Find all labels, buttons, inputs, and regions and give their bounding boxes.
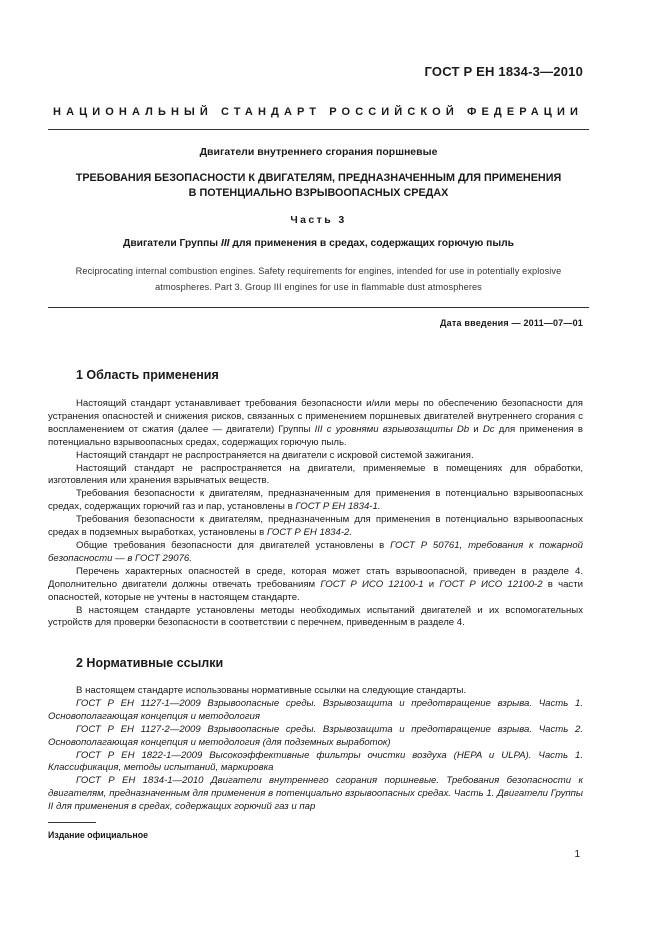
- section-2-body: [48, 685, 583, 814]
- part-title: [48, 238, 589, 249]
- document-main-title: [48, 171, 589, 201]
- paragraph: [48, 488, 583, 514]
- english-title-line-1: Reciprocating internal combustion engines. Safety requirements for engines, intended for use in potentially explosive: [75, 266, 562, 276]
- paragraph: [48, 540, 583, 566]
- text-italic: III с уровнями взрывозащиты Db: [314, 423, 470, 435]
- official-edition-label: Издание официальное: [48, 830, 148, 840]
- national-standard-banner: НАЦИОНАЛЬНЫЙ СТАНДАРТ РОССИЙСКОЙ ФЕДЕРАЦИИ: [53, 106, 583, 118]
- paragraph: В настоящем стандарте установлены методы необходимых испытаний двигателей и их вспомогательных устройств для проверки безопасности в соответствии с перечнем, приведенным в разделе 4.: [48, 604, 583, 629]
- part-title-group: III: [220, 238, 230, 249]
- reference-link: ГОСТ Р ЕН 1834-2.: [266, 527, 353, 539]
- header-divider: [48, 129, 589, 130]
- english-title: [48, 263, 589, 295]
- text: и: [423, 578, 440, 590]
- document-number: ГОСТ Р ЕН 1834-3—2010: [424, 64, 583, 79]
- paragraph: [48, 514, 583, 540]
- title-divider: [48, 307, 589, 308]
- text: Требования безопасности к двигателям, предназначенным для применения в потенциально взрывоопасных средах, содержащих горючий газ и пар, установлены в: [48, 488, 583, 513]
- main-title-line-2: В ПОТЕНЦИАЛЬНО ВЗРЫВООПАСНЫХ СРЕДАХ: [188, 187, 449, 199]
- text: Перечень характерных опасностей в среде, которая может стать взрывоопасной, приведен в разделе 4. Дополнительно двигатели должны отвечать требованиям: [48, 565, 583, 590]
- paragraph: [48, 398, 583, 450]
- text: Общие требования безопасности для двигателей установлены в: [76, 539, 391, 551]
- text: для применения в потенциально взрывоопасных средах, содержащих горючую пыль.: [48, 423, 583, 448]
- normative-reference: ГОСТ Р ЕН 1834-1—2010 Двигатели внутреннего сгорания поршневые. Требования безопасности к двигателям, предназначенным для применения в потенциально взрывоопасных средах. Часть 1. Двигатели Группы II для применения в средах, содержащих горючий газ и пар: [48, 775, 583, 813]
- paragraph: Настоящий стандарт не распространяется на двигатели с искровой системой зажигания.: [76, 449, 474, 461]
- text: Настоящий стандарт устанавливает требования безопасности и/или меры по обеспечению безопасности для устранения опасностей и снижения рисков, связанных с применением поршневых двигателей внутреннего сгорания с воспламенением от сжатия (далее — двигатели) Группы: [48, 398, 583, 435]
- paragraph: [48, 566, 583, 605]
- text: и: [469, 423, 483, 435]
- normative-reference: ГОСТ Р ЕН 1127-2—2009 Взрывоопасные среды. Взрывозащита и предотвращение взрыва. Часть 2. Основополагающая концепция и методология (для подземных выработок): [48, 723, 583, 748]
- paragraph: В настоящем стандарте использованы нормативные ссылки на следующие стандарты.: [76, 685, 467, 696]
- text: в части опасностей, которые не учтены в настоящем стандарте.: [48, 578, 583, 603]
- reference-link: ГОСТ Р ЕН 1834-1.: [295, 501, 381, 513]
- reference-link: ГОСТ Р ИСО 12100-2: [439, 578, 543, 590]
- section-2-heading: 2 Нормативные ссылки: [76, 656, 224, 670]
- part-title-text: Двигатели Группы: [123, 238, 221, 249]
- normative-reference: ГОСТ Р ЕН 1127-1—2009 Взрывоопасные среды. Взрывозащита и предотвращение взрыва. Часть 1. Основополагающая концепция и методология: [48, 697, 583, 722]
- document-subtitle: Двигатели внутреннего сгорания поршневые: [199, 146, 438, 158]
- page-number: 1: [574, 849, 580, 860]
- main-title-line-1: ТРЕБОВАНИЯ БЕЗОПАСНОСТИ К ДВИГАТЕЛЯМ, ПРЕДНАЗНАЧЕННЫМ ДЛЯ ПРИМЕНЕНИЯ: [75, 172, 562, 184]
- normative-reference: ГОСТ Р ЕН 1822-1—2009 Высокоэффективные фильтры очистки воздуха (HEPA и ULPA). Часть 1. Классификация, методы испытаний, маркировка: [48, 749, 583, 774]
- footer-divider: [48, 822, 96, 823]
- paragraph: Настоящий стандарт не распространяется на двигатели, применяемые в помещениях для обработки, изготовления или хранения взрывчатых веществ.: [48, 462, 583, 487]
- part-number: Часть 3: [290, 214, 347, 226]
- text-italic: Dc: [482, 423, 495, 435]
- part-title-text: для применения в средах, содержащих горючую пыль: [229, 238, 514, 249]
- reference-link: ГОСТ Р 50761, требования к пожарной безопасности — в ГОСТ 29076.: [48, 539, 583, 564]
- text: Требования безопасности к двигателям, предназначенным для применения в потенциально взрывоопасных средах в подземных выработках, установлены в: [48, 514, 583, 539]
- section-1-heading: 1 Область применения: [76, 368, 219, 382]
- introduction-date: Дата введения — 2011—07—01: [440, 318, 583, 328]
- reference-link: ГОСТ Р ИСО 12100-1: [320, 578, 424, 590]
- english-title-line-2: atmospheres. Part 3. Group III engines for use in flammable dust atmospheres: [155, 282, 482, 292]
- section-1-body: [48, 398, 583, 630]
